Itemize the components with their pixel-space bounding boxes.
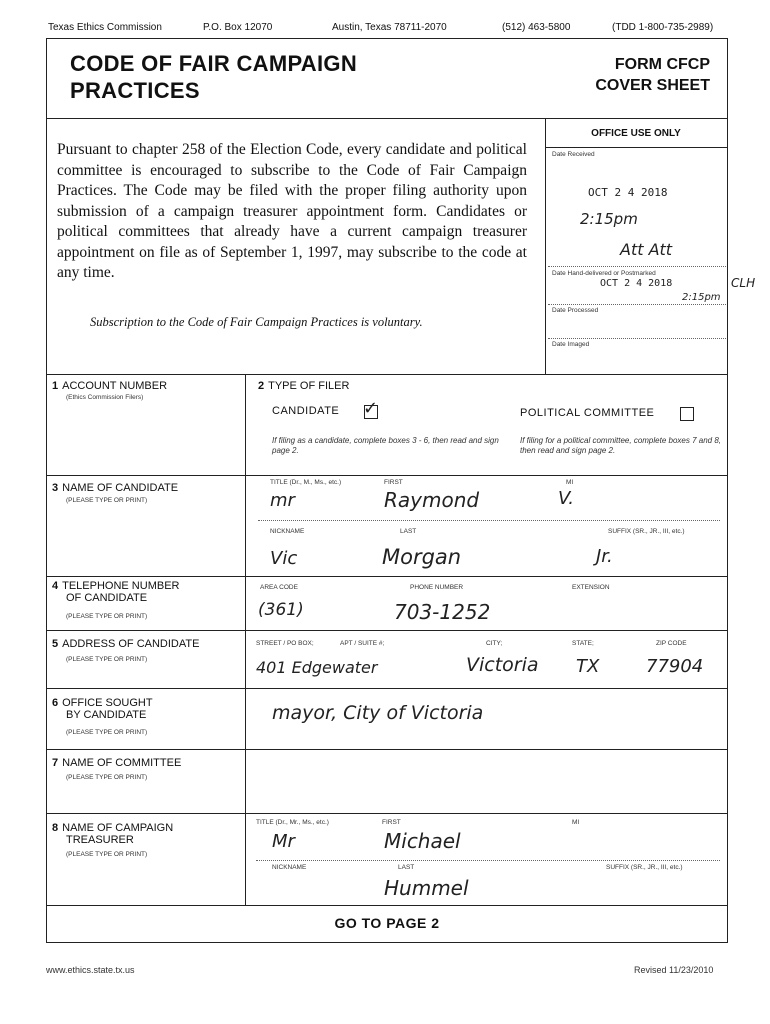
agency-tdd: (TDD 1-800-735-2989) (612, 22, 714, 33)
row-divider-8 (46, 813, 728, 814)
candidate-check-mark: ✓ (363, 398, 379, 419)
agency-phone: (512) 463-5800 (502, 22, 571, 33)
apt-label: APT / SUITE #; (340, 640, 385, 647)
phone-number-label: PHONE NUMBER (410, 584, 464, 591)
office-sought-value[interactable]: mayor, City of Victoria (272, 702, 484, 724)
hand-delivered-stamp: OCT 2 4 2018 (600, 278, 673, 289)
treasurer-first-value[interactable]: Michael (384, 829, 461, 853)
candidate-note: If filing as a candidate, complete boxes 3 - 6, then read and sign page 2. (272, 436, 499, 455)
office-use-heading-line (545, 147, 728, 148)
form-title: CODE OF FAIR CAMPAIGN PRACTICES (70, 51, 358, 103)
street-label: STREET / PO BOX; (256, 640, 314, 647)
label-column-border (245, 374, 246, 905)
state-label: STATE; (572, 640, 594, 647)
section5-label: 5 ADDRESS OF CANDIDATE (52, 638, 200, 650)
section1-label: 1 ACCOUNT NUMBER (52, 380, 168, 392)
title-divider (46, 118, 728, 119)
treasurer-title-label: TITLE (Dr., Mr., Ms., etc.) (256, 819, 329, 826)
committee-checkbox[interactable] (680, 407, 694, 421)
phone-number-value[interactable]: 703-1252 (394, 600, 491, 624)
hand-delivered-rule (548, 304, 726, 305)
time-received: 2:15pm (580, 210, 638, 228)
candidate-name-rule (258, 520, 720, 521)
area-code-value[interactable]: (361) (258, 600, 304, 620)
date-processed-label: Date Processed (552, 307, 599, 314)
row-divider-6 (46, 688, 728, 689)
section2-label: 2 TYPE OF FILER (258, 380, 350, 392)
section3-sub: (PLEASE TYPE OR PRINT) (66, 497, 148, 504)
row-divider-7 (46, 749, 728, 750)
candidate-suffix-value[interactable]: Jr. (596, 546, 613, 567)
candidate-mi-label: MI (566, 479, 574, 486)
po-box: P.O. Box 12070 (203, 22, 273, 33)
candidate-last-value[interactable]: Morgan (382, 545, 462, 569)
treasurer-nickname-label: NICKNAME (272, 864, 307, 871)
treasurer-name-rule (256, 860, 720, 861)
treasurer-mi-label: MI (572, 819, 580, 826)
intro-divider (46, 374, 728, 375)
candidate-last-label: LAST (400, 528, 417, 535)
go-to-page-2: GO TO PAGE 2 (334, 915, 440, 931)
row-divider-5 (46, 630, 728, 631)
section8-label: 8 NAME OF CAMPAIGN TREASURER (52, 822, 174, 846)
extension-label: EXTENSION (572, 584, 610, 591)
committee-note: If filing for a political committee, complete boxes 7 and 8, then read and sign page 2. (520, 436, 721, 455)
section4-label: 4 TELEPHONE NUMBER OF CANDIDATE (52, 580, 180, 604)
treasurer-title-value[interactable]: Mr (272, 831, 295, 852)
date-received-label: Date Received (552, 151, 595, 158)
section1-sub: (Ethics Commission Filers) (66, 394, 144, 401)
street-value[interactable]: 401 Edgewater (256, 658, 378, 677)
hand-delivered-label: Date Hand-delivered or Postmarked (552, 270, 656, 277)
section8-sub: (PLEASE TYPE OR PRINT) (66, 851, 148, 858)
area-code-label: AREA CODE (260, 584, 298, 591)
treasurer-last-label: LAST (398, 864, 415, 871)
row-divider-4 (46, 576, 728, 577)
received-initials: Att Att (620, 240, 673, 259)
candidate-first-value[interactable]: Raymond (384, 488, 480, 512)
zip-label: ZIP CODE (656, 640, 687, 647)
candidate-mi-value[interactable]: V. (558, 488, 574, 509)
candidate-suffix-label: SUFFIX (SR., JR., III, etc.) (608, 528, 685, 535)
candidate-nickname-value[interactable]: Vic (270, 548, 298, 569)
section5-sub: (PLEASE TYPE OR PRINT) (66, 656, 148, 663)
hand-delivered-time: 2:15pm (682, 292, 721, 303)
section6-label: 6 OFFICE SOUGHT BY CANDIDATE (52, 697, 153, 721)
office-use-heading: OFFICE USE ONLY (591, 128, 681, 139)
footer-revised: Revised 11/23/2010 (634, 965, 714, 975)
date-imaged-label: Date Imaged (552, 341, 590, 348)
committee-label: POLITICAL COMMITTEE (520, 407, 655, 419)
candidate-label: CANDIDATE (272, 405, 340, 417)
treasurer-first-label: FIRST (382, 819, 401, 826)
city-value[interactable]: Victoria (466, 654, 539, 676)
form-id: FORM CFCP COVER SHEET (595, 56, 710, 94)
section7-label: 7 NAME OF COMMITTEE (52, 757, 182, 769)
section7-sub: (PLEASE TYPE OR PRINT) (66, 774, 148, 781)
candidate-title-value[interactable]: mr (270, 490, 295, 511)
processed-rule (548, 338, 726, 339)
section3-label: 3 NAME OF CANDIDATE (52, 482, 179, 494)
intro-paragraph: Pursuant to chapter 258 of the Election Code, every candidate and political committee is encouraged to subscribe to the Code of Fair Campaign Practices. The Code may be filed with the proper filing authority upon submission of a campaign treasurer appointment form. Candidates or political committees that already have a current campaign treasurer appointment on file as of September 1, 1997, may subscribe to the code at any time. (57, 141, 527, 281)
treasurer-suffix-label: SUFFIX (SR., JR., III, etc.) (606, 864, 683, 871)
zip-value[interactable]: 77904 (646, 656, 704, 677)
received-rule (548, 266, 726, 267)
candidate-nickname-label: NICKNAME (270, 528, 305, 535)
goto-divider (46, 905, 728, 906)
city-label: CITY; (486, 640, 503, 647)
voluntary-note: Subscription to the Code of Fair Campaign Practices is voluntary. (90, 315, 423, 329)
candidate-first-label: FIRST (384, 479, 403, 486)
candidate-title-label: TITLE (Dr., M., Ms., etc.) (270, 479, 342, 486)
state-value[interactable]: TX (576, 656, 600, 677)
row-divider-3 (46, 475, 728, 476)
agency-name: Texas Ethics Commission (48, 22, 162, 33)
agency-city: Austin, Texas 78711-2070 (332, 22, 447, 33)
office-use-border (545, 118, 546, 374)
treasurer-last-value[interactable]: Hummel (384, 876, 469, 900)
date-received-stamp: OCT 2 4 2018 (588, 186, 668, 199)
margin-initials: CLH (731, 276, 756, 290)
section6-sub: (PLEASE TYPE OR PRINT) (66, 729, 148, 736)
section4-sub: (PLEASE TYPE OR PRINT) (66, 613, 148, 620)
footer-website: www.ethics.state.tx.us (46, 965, 135, 975)
